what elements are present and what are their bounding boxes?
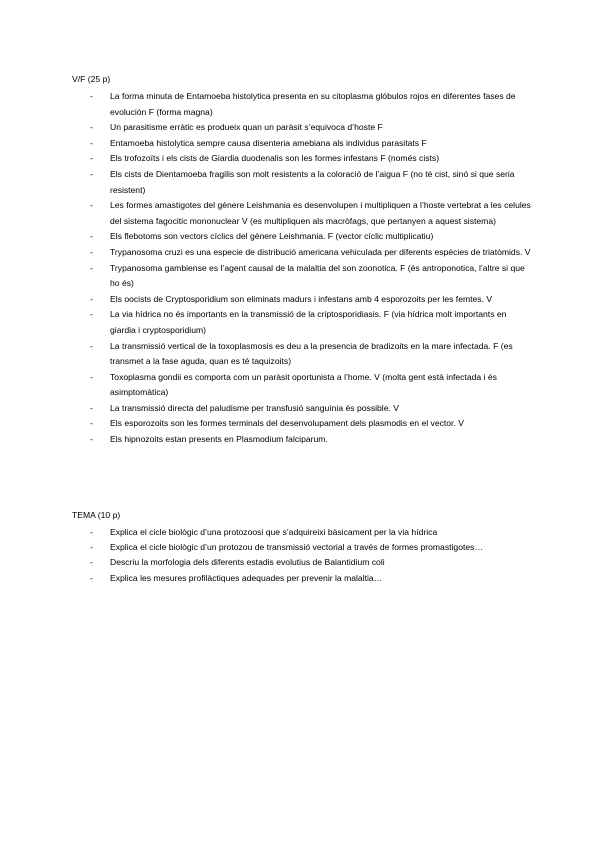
bullet-dash: -: [90, 137, 93, 148]
true-false-item: [72, 339, 532, 370]
item-text: Trypanosoma gambiense es l’agent causal de la malaltia del son zoonotica. F (és antroponotica, l’altre si que ho és): [110, 262, 525, 289]
true-false-list: [72, 89, 532, 448]
true-false-item: [72, 432, 532, 448]
bullet-dash: -: [90, 434, 93, 445]
bullet-dash: -: [90, 402, 93, 413]
bullet-dash: -: [90, 200, 93, 211]
item-text: Els trofozoïts i els cists de Giardia duodenalis son les formes infestans F (només cists): [110, 153, 440, 164]
bullet-dash: -: [90, 418, 93, 429]
bullet-dash: -: [90, 122, 93, 133]
bullet-dash: -: [90, 168, 93, 179]
item-text: Explica el cicle biològic d’un protozou de transmissió vectorial a través de formes promastigotes…: [110, 542, 484, 553]
bullet-dash: -: [90, 153, 93, 164]
bullet-dash: -: [90, 371, 93, 382]
essay-list: [72, 525, 532, 586]
bullet-dash: -: [90, 542, 93, 553]
essay-heading: TEMA (10 p): [72, 510, 121, 520]
item-text: Descriu la morfologia dels diferents estadis evolutius de Balantidium coli: [110, 557, 385, 568]
bullet-dash: -: [90, 527, 93, 537]
true-false-item: [72, 120, 532, 136]
item-text: La transmissió vertical de la toxoplasmosis es deu a la presencia de bradizoits en la mare infectada. F (es transmet a la fase aguda, quan es té taquizoits): [110, 340, 513, 367]
item-text: Les formes amastigotes del gènere Leishmania es desenvolupen i multipliquen a l’hoste vertebrat a les celules del sistema fagocitic mononuclear V (es multipliquen als macròfags, que pertanyen a aquest sistema): [110, 200, 531, 226]
true-false-item: [72, 416, 532, 432]
item-text: La via hídrica no és importants en la transmissió de la criptosporidiasis. F (via hídrica molt importants en giardia i cryptosporidium): [110, 309, 507, 335]
true-false-item: [72, 151, 532, 167]
item-text: Els cists de Dientamoeba fragilis son molt resistents a la coloració de l’aigua F (no té cist, sinó si que seria resistent): [110, 168, 515, 195]
bullet-dash: -: [90, 340, 93, 351]
true-false-item: [72, 261, 532, 292]
essay-item: [72, 571, 532, 586]
item-text: Explica les mesures profilàctiques adequades per prevenir la malaltia…: [110, 572, 383, 583]
bullet-dash: -: [90, 309, 93, 320]
true-false-item: [72, 167, 532, 198]
item-text: Explica el cicle biològic d’una protozoosi que s’adquireixi bàsicament per la via hídrica: [110, 527, 438, 537]
item-text: Els flebotoms son vectors cíclics del gènere Leishmania. F (vector cíclic multiplicatiu): [110, 231, 434, 242]
bullet-dash: -: [90, 246, 93, 257]
item-text: Un parasitisme erràtic es produeix quan un paràsit s’equivoca d’hoste F: [110, 122, 383, 133]
true-false-item: [72, 307, 532, 338]
item-text: Toxoplasma gondii es comporta com un paràsit oportunista a l’home. V (molta gent està infectada i és asimptomàtica): [110, 371, 497, 398]
true-false-item: [72, 370, 532, 401]
true-false-section: [72, 73, 532, 448]
true-false-item: [72, 245, 532, 261]
essay-item: [72, 555, 532, 570]
true-false-item: [72, 136, 532, 152]
item-text: La forma minuta de Entamoeba histolytica presenta en su citoplasma glóbulos rojos en diferentes fases de evolución F (forma magna): [110, 91, 516, 117]
bullet-dash: -: [90, 557, 93, 568]
bullet-dash: -: [90, 91, 93, 101]
bullet-dash: -: [90, 293, 93, 304]
true-false-item: [72, 401, 532, 417]
item-text: Els esporozoits son les formes terminals del desenvolupament dels plasmodis en el vector. V: [110, 418, 464, 429]
essay-section: [72, 509, 532, 586]
item-text: Els oocists de Cryptosporidium son eliminats madurs i infestans amb 4 esporozoits per les femtes. V: [110, 293, 493, 304]
item-text: Els hipnozoits estan presents en Plasmodium falciparum.: [110, 434, 328, 445]
essay-item: [72, 540, 532, 555]
essay-item: [72, 525, 532, 540]
bullet-dash: -: [90, 262, 93, 273]
true-false-item: [72, 198, 532, 229]
bullet-dash: -: [90, 231, 93, 242]
true-false-item: [72, 292, 532, 308]
true-false-item: [72, 89, 532, 120]
item-text: Trypanosoma cruzi es una especie de distribució americana vehiculada per diferents espècies de triatòmids. V: [110, 246, 531, 257]
true-false-heading: V/F (25 p): [72, 74, 111, 84]
item-text: Entamoeba histolytica sempre causa disenteria amebiana als individus parasitats F: [110, 137, 427, 148]
true-false-item: [72, 229, 532, 245]
item-text: La transmissió directa del paludisme per transfusió sanguínia és possible. V: [110, 402, 399, 413]
bullet-dash: -: [90, 572, 93, 583]
